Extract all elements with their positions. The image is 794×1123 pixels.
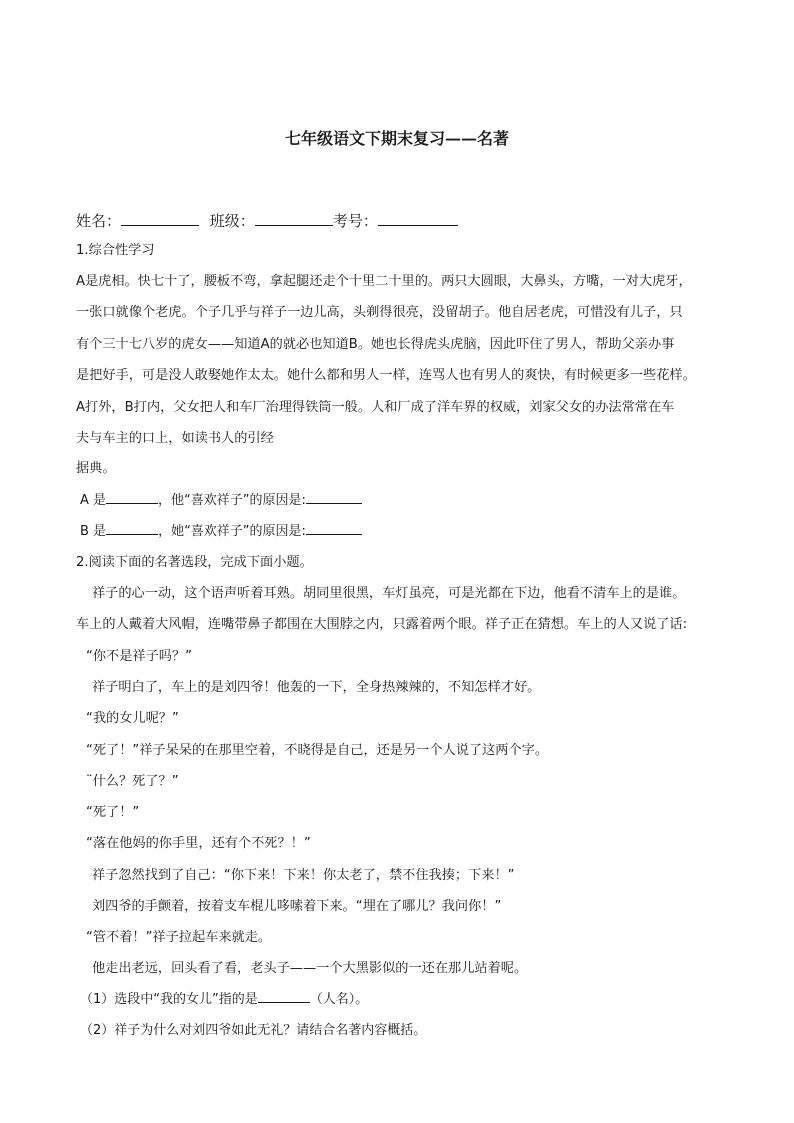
q1-blank-b-row [80, 522, 362, 542]
name-label: 姓名： [76, 212, 122, 230]
q1-passage-line: 据典。 [76, 461, 116, 476]
blank-b-prefix: B 是 [80, 524, 107, 539]
class-blank[interactable] [255, 225, 333, 226]
page-title: 七年级语文下期末复习——名著 [284, 129, 509, 148]
sub1-blank[interactable] [258, 990, 310, 1003]
sub1-suffix: （人名）。 [309, 992, 369, 1007]
q1-passage-line: 是把好手，可是没人敢娶她作太太。她什么都和男人一样，连骂人也有男人的爽快，有时候更多一些花样。 [76, 368, 696, 383]
blank-b-name[interactable] [106, 522, 158, 535]
q1-passage-line: 一张口就像个老虎。个子几乎与祥子一边儿高，头剃得很亮，没留胡子。他自居老虎，可惜没有儿子，只 [76, 305, 683, 320]
blank-b-reason[interactable] [306, 522, 362, 535]
q1-blank-a-row [80, 491, 362, 511]
exam-no-label: 考号： [332, 212, 378, 230]
q1-passage-line: 夫与车主的口上，如读书人的引经 [76, 431, 274, 446]
student-info [76, 210, 458, 231]
blank-a-middle: ，他“喜欢祥子”的原因是: [158, 493, 306, 508]
class-label: 班级： [209, 212, 255, 230]
q2-passage-line: “落在他妈的你手里，还有个不死？！” [86, 836, 311, 851]
q2-passage-line: 祥子的心一动，这个语声听着耳熟。胡同里很黑，车灯虽亮，可是光都在下边，他看不清车上的是谁。 [92, 586, 686, 601]
q2-passage-line: “死了！”祥子呆呆的在那里空着，不晓得是自己，还是另一个人说了这两个字。 [86, 743, 549, 758]
q1-passage-line: A打外，B打内，父女把人和车厂治理得铁筒一般。人和厂成了洋车界的权威，刘家父女的办法常常在车 [76, 400, 675, 415]
q2-passage-line: 祥子忽然找到了自己：“你下来！下来！你太老了，禁不住我揍；下来！” [92, 868, 515, 883]
blank-a-name[interactable] [106, 491, 158, 504]
q2-heading: 2.阅读下面的名著选段，完成下面小题。 [76, 555, 313, 570]
q2-sub2: （2）祥子为什么对刘四爷如此无礼？请结合名著内容概括。 [80, 1023, 427, 1038]
q1-passage-line: A是虎相。快七十了，腰板不弯，拿起腿还走个十里二十里的。两只大圆眼，大鼻头，方嘴，一对大虎牙， [76, 274, 692, 289]
blank-b-middle: ，她“喜欢祥子”的原因是: [158, 524, 306, 539]
q2-passage-line: “管不着！”祥子拉起车来就走。 [86, 930, 272, 945]
sub1-prefix: （1）选段中“我的女儿”指的是 [80, 992, 258, 1007]
q2-passage-line: ¨什么？死了？” [86, 774, 179, 789]
q2-passage-line: “死了！” [86, 805, 140, 820]
q2-passage-line: 他走出老远，回头看了看，老头子——一个大黑影似的一还在那儿站着呢。 [92, 961, 528, 976]
q2-passage-line: “我的女儿呢？” [86, 711, 179, 726]
q2-passage-line: 祥子明白了，车上的是刘四爷！他轰的一下，全身热辣辣的，不知怎样才好。 [92, 680, 541, 695]
exam-no-blank[interactable] [378, 225, 458, 226]
q1-heading: 1.综合性学习 [76, 243, 155, 258]
q2-passage-line: 车上的人戴着大风帽，连嘴带鼻子都围在大围脖之内，只露着两个眼。祥子正在猜想。车上的人又说了话: [76, 617, 688, 632]
name-blank[interactable] [121, 225, 199, 226]
q2-passage-line: “你不是祥子吗？” [86, 649, 192, 664]
q2-passage-line: 刘四爷的手颤着，按着支车棍儿哆嗦着下来。“埋在了哪儿？我问你！” [92, 899, 502, 914]
q2-sub1-row [80, 990, 368, 1010]
blank-a-prefix: A 是 [80, 493, 107, 508]
blank-a-reason[interactable] [306, 491, 362, 504]
q1-passage-line: 有个三十七八岁的虎女——知道A的就必也知道B。她也长得虎头虎脑，因此吓住了男人，帮助父亲办事 [76, 337, 675, 352]
